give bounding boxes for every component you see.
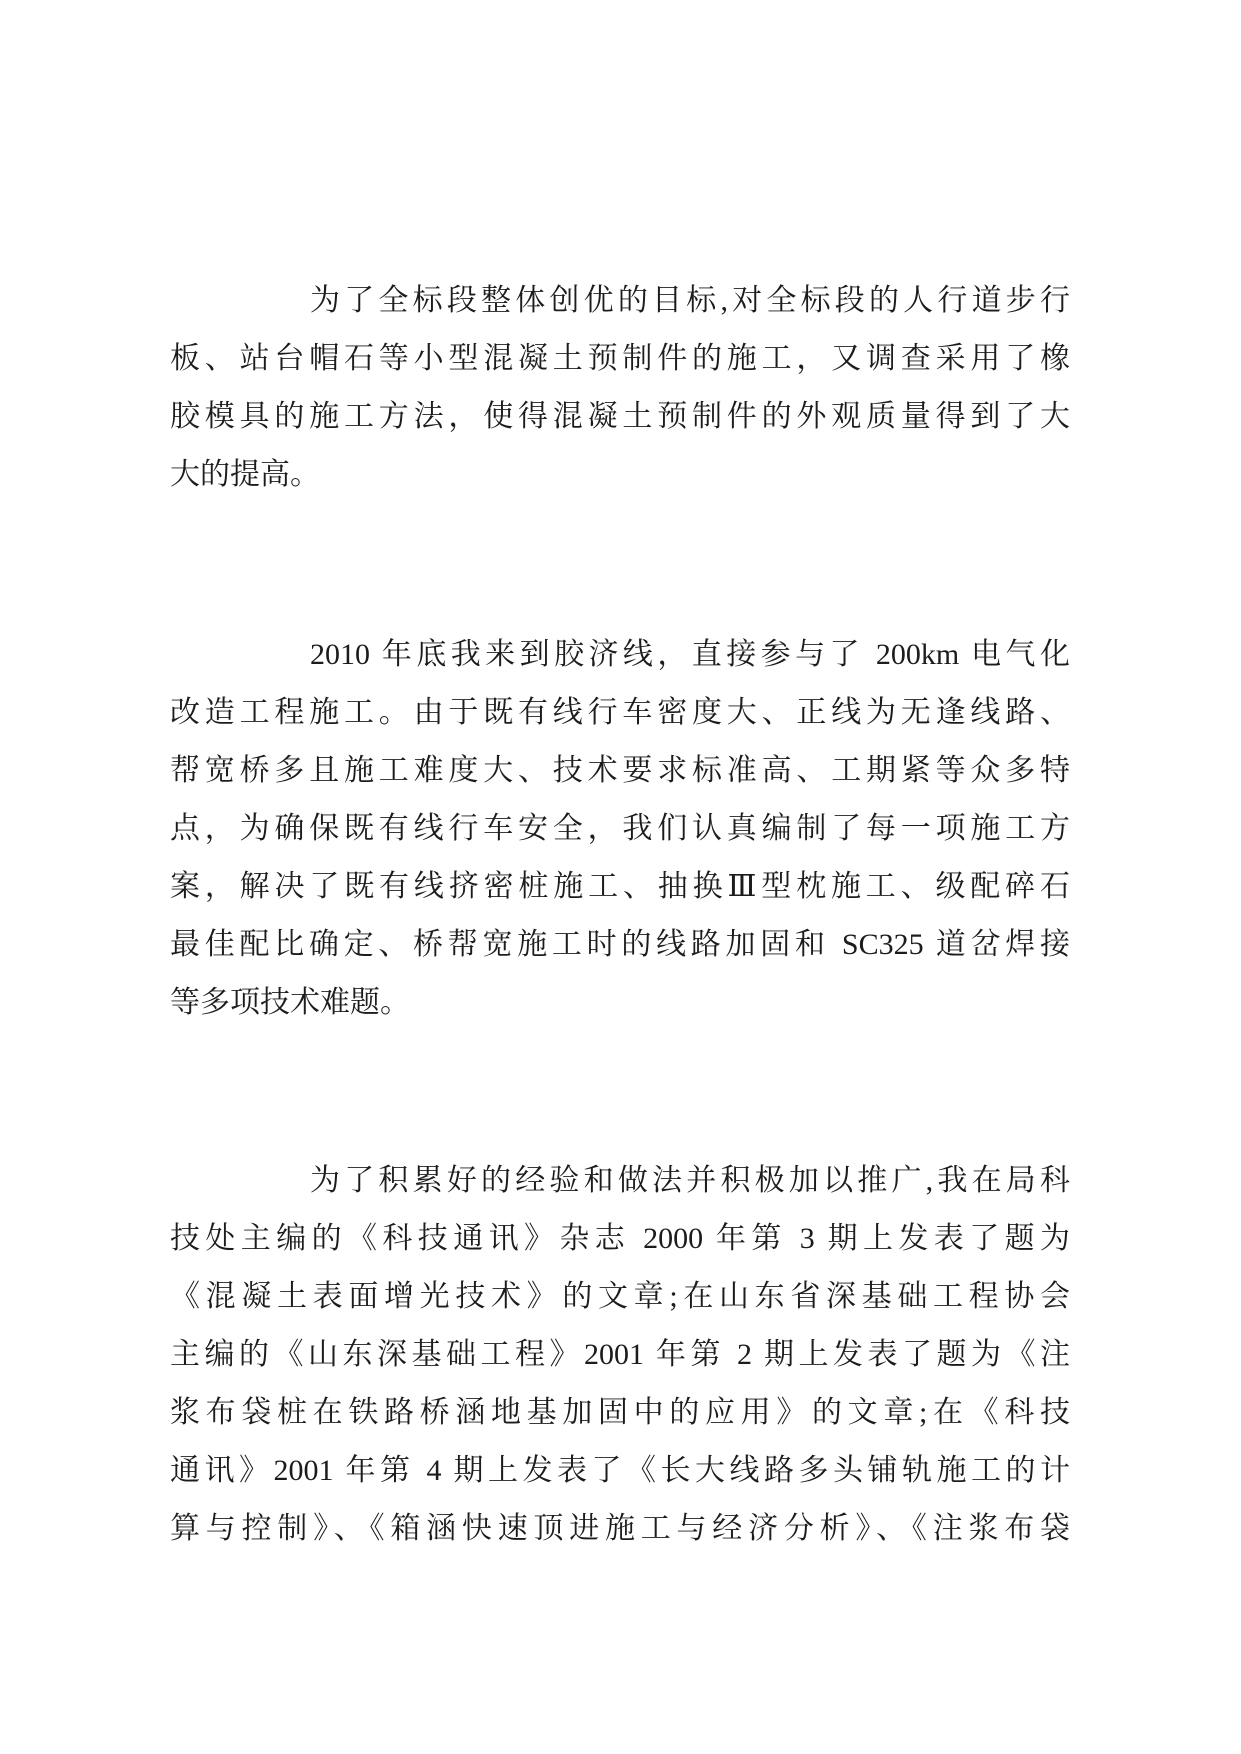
text-line: 改造工程施工。由于既有线行车密度大、正线为无逢线路、	[170, 696, 1070, 729]
text-line: 技处主编的《科技通讯》杂志 2000 年第 3 期上发表了题为	[170, 1222, 1070, 1255]
text-line: 案，解决了既有线挤密桩施工、抽换Ⅲ型枕施工、级配碎石	[170, 870, 1070, 903]
paragraph-1	[170, 272, 1070, 504]
text-line: 2010 年底我来到胶济线，直接参与了 200km 电气化	[310, 638, 1070, 671]
text-line: 为了全标段整体创优的目标,对全标段的人行道步行	[310, 284, 1070, 317]
text-line: 主编的《山东深基础工程》2001 年第 2 期上发表了题为《注	[170, 1338, 1070, 1371]
text-line: 通讯》2001 年第 4 期上发表了《长大线路多头铺轨施工的计	[170, 1454, 1070, 1487]
text-line: 帮宽桥多且施工难度大、技术要求标准高、工期紧等众多特	[170, 754, 1070, 787]
text-line: 等多项技术难题。	[170, 986, 410, 1019]
text-line: 最佳配比确定、桥帮宽施工时的线路加固和 SC325 道岔焊接	[170, 928, 1070, 961]
paragraph-2	[170, 626, 1070, 1032]
text-line: 胶模具的施工方法，使得混凝土预制件的外观质量得到了大	[170, 400, 1070, 433]
text-line: 为了积累好的经验和做法并积极加以推广,我在局科	[310, 1164, 1070, 1197]
paragraph-3	[170, 1152, 1070, 1558]
text-line: 算与控制》、《箱涵快速顶进施工与经济分析》、《注浆布袋	[170, 1512, 1070, 1545]
text-line: 板、站台帽石等小型混凝土预制件的施工，又调查采用了橡	[170, 342, 1070, 375]
text-line: 浆布袋桩在铁路桥涵地基加固中的应用》的文章;在《科技	[170, 1396, 1070, 1429]
text-line: 大的提高。	[170, 458, 320, 491]
text-line: 《混凝土表面增光技术》的文章;在山东省深基础工程协会	[170, 1280, 1070, 1313]
text-line: 点，为确保既有线行车安全，我们认真编制了每一项施工方	[170, 812, 1070, 845]
